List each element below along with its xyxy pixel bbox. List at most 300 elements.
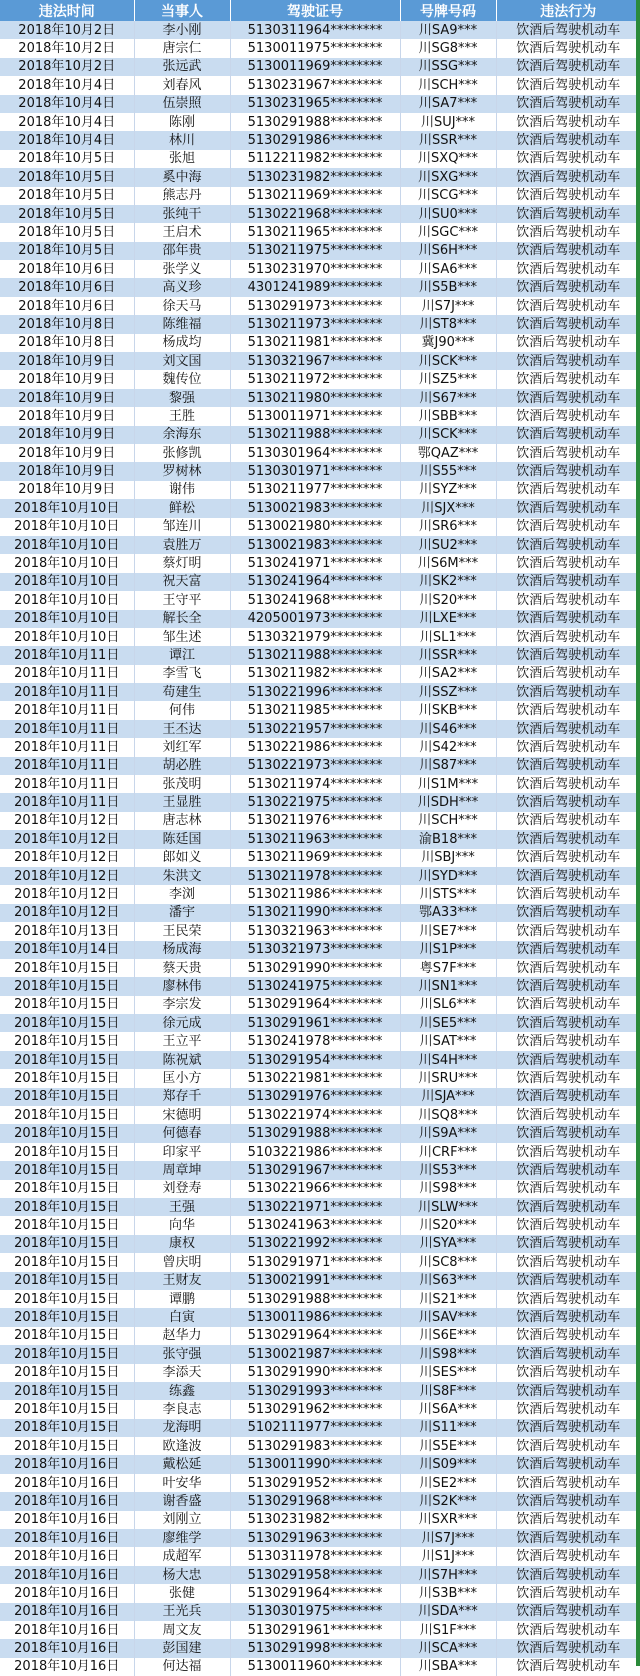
cell-time: 2018年10月11日	[0, 757, 134, 775]
cell-violation: 饮酒后驾驶机动车	[496, 499, 640, 517]
cell-license: 5130011969********	[230, 58, 400, 76]
cell-person: 廖维学	[134, 1529, 230, 1547]
cell-license: 5130321979********	[230, 628, 400, 646]
table-row	[0, 1547, 640, 1565]
cell-time: 2018年10月2日	[0, 58, 134, 76]
cell-person: 欧逢波	[134, 1437, 230, 1455]
cell-person: 张守强	[134, 1345, 230, 1363]
table-row	[0, 1364, 640, 1382]
cell-violation: 饮酒后驾驶机动车	[496, 131, 640, 149]
cell-license: 5130211982********	[230, 665, 400, 683]
cell-person: 林川	[134, 131, 230, 149]
cell-person: 宋德明	[134, 1106, 230, 1124]
cell-time: 2018年10月16日	[0, 1511, 134, 1529]
table-row	[0, 757, 640, 775]
cell-person: 曾庆明	[134, 1253, 230, 1271]
table-row	[0, 1161, 640, 1179]
cell-time: 2018年10月15日	[0, 1124, 134, 1142]
cell-person: 黎强	[134, 389, 230, 407]
table-row	[0, 1198, 640, 1216]
cell-plate: 川SYD***	[400, 867, 496, 885]
cell-time: 2018年10月15日	[0, 1143, 134, 1161]
cell-violation: 饮酒后驾驶机动车	[496, 1253, 640, 1271]
table-row	[0, 1253, 640, 1271]
cell-person: 邹连川	[134, 518, 230, 536]
table-row	[0, 223, 640, 241]
cell-time: 2018年10月10日	[0, 610, 134, 628]
cell-violation: 饮酒后驾驶机动车	[496, 1529, 640, 1547]
cell-plate: 川S9A***	[400, 1124, 496, 1142]
cell-plate: 川S1F***	[400, 1621, 496, 1639]
cell-time: 2018年10月13日	[0, 922, 134, 940]
cell-violation: 饮酒后驾驶机动车	[496, 1584, 640, 1602]
cell-person: 张茂明	[134, 775, 230, 793]
cell-plate: 川SE7***	[400, 922, 496, 940]
cell-plate: 川SKB***	[400, 701, 496, 719]
table-row	[0, 407, 640, 425]
cell-violation: 饮酒后驾驶机动车	[496, 21, 640, 39]
cell-plate: 川SE5***	[400, 1014, 496, 1032]
cell-license: 5112211982********	[230, 150, 400, 168]
cell-license: 5130301971********	[230, 462, 400, 480]
cell-license: 5130291988********	[230, 1290, 400, 1308]
cell-violation: 饮酒后驾驶机动车	[496, 205, 640, 223]
cell-license: 5130291968********	[230, 1492, 400, 1510]
table-row	[0, 849, 640, 867]
table-row	[0, 187, 640, 205]
cell-person: 高义珍	[134, 278, 230, 296]
cell-license: 5130321967********	[230, 352, 400, 370]
cell-time: 2018年10月15日	[0, 1014, 134, 1032]
cell-license: 5130021991********	[230, 1272, 400, 1290]
cell-time: 2018年10月9日	[0, 444, 134, 462]
cell-person: 蔡天贵	[134, 959, 230, 977]
table-row	[0, 665, 640, 683]
cell-violation: 饮酒后驾驶机动车	[496, 1308, 640, 1326]
cell-license: 5130241964********	[230, 573, 400, 591]
cell-person: 康权	[134, 1235, 230, 1253]
cell-plate: 川S87***	[400, 757, 496, 775]
cell-time: 2018年10月14日	[0, 941, 134, 959]
header-violation: 违法行为	[496, 0, 640, 21]
cell-person: 谢香盛	[134, 1492, 230, 1510]
table-row	[0, 1308, 640, 1326]
cell-person: 张纯干	[134, 205, 230, 223]
cell-violation: 饮酒后驾驶机动车	[496, 959, 640, 977]
cell-time: 2018年10月16日	[0, 1547, 134, 1565]
table-row	[0, 904, 640, 922]
cell-violation: 饮酒后驾驶机动车	[496, 867, 640, 885]
table-row	[0, 389, 640, 407]
cell-person: 龙海明	[134, 1419, 230, 1437]
table-row	[0, 113, 640, 131]
cell-time: 2018年10月11日	[0, 665, 134, 683]
cell-person: 邵年贵	[134, 242, 230, 260]
cell-plate: 川S6M***	[400, 554, 496, 572]
cell-time: 2018年10月4日	[0, 76, 134, 94]
table-row	[0, 1345, 640, 1363]
cell-person: 张旭	[134, 150, 230, 168]
cell-license: 5130011971********	[230, 407, 400, 425]
cell-license: 5130291964********	[230, 996, 400, 1014]
table-row	[0, 775, 640, 793]
cell-time: 2018年10月11日	[0, 646, 134, 664]
cell-person: 何德春	[134, 1124, 230, 1142]
cell-violation: 饮酒后驾驶机动车	[496, 260, 640, 278]
cell-plate: 川S6A***	[400, 1400, 496, 1418]
table-row	[0, 701, 640, 719]
cell-time: 2018年10月16日	[0, 1603, 134, 1621]
table-row	[0, 1437, 640, 1455]
cell-violation: 饮酒后驾驶机动车	[496, 1032, 640, 1050]
cell-plate: 川SES***	[400, 1364, 496, 1382]
cell-violation: 饮酒后驾驶机动车	[496, 1272, 640, 1290]
cell-license: 5130211976********	[230, 812, 400, 830]
table-body	[0, 21, 640, 1676]
cell-plate: 川SSG***	[400, 58, 496, 76]
cell-violation: 饮酒后驾驶机动车	[496, 1566, 640, 1584]
table-row	[0, 297, 640, 315]
table-row	[0, 812, 640, 830]
cell-plate: 川SBJ***	[400, 849, 496, 867]
table-row	[0, 996, 640, 1014]
cell-plate: 川SZ5***	[400, 370, 496, 388]
table-row	[0, 1658, 640, 1676]
cell-license: 5130011975********	[230, 39, 400, 57]
table-row	[0, 628, 640, 646]
cell-license: 5130311978********	[230, 1547, 400, 1565]
table-row	[0, 481, 640, 499]
cell-plate: 川SCK***	[400, 426, 496, 444]
cell-time: 2018年10月15日	[0, 1364, 134, 1382]
cell-violation: 饮酒后驾驶机动车	[496, 1235, 640, 1253]
cell-time: 2018年10月11日	[0, 793, 134, 811]
cell-violation: 饮酒后驾驶机动车	[496, 830, 640, 848]
table-row	[0, 1621, 640, 1639]
cell-time: 2018年10月5日	[0, 205, 134, 223]
cell-time: 2018年10月15日	[0, 1088, 134, 1106]
cell-time: 2018年10月4日	[0, 95, 134, 113]
cell-plate: 川SBB***	[400, 407, 496, 425]
cell-person: 李宗发	[134, 996, 230, 1014]
cell-violation: 饮酒后驾驶机动车	[496, 1621, 640, 1639]
cell-person: 杨大忠	[134, 1566, 230, 1584]
cell-violation: 饮酒后驾驶机动车	[496, 1124, 640, 1142]
table-row	[0, 1511, 640, 1529]
cell-time: 2018年10月12日	[0, 830, 134, 848]
table-row	[0, 1639, 640, 1657]
cell-violation: 饮酒后驾驶机动车	[496, 536, 640, 554]
cell-violation: 饮酒后驾驶机动车	[496, 370, 640, 388]
cell-license: 5130231982********	[230, 168, 400, 186]
cell-violation: 饮酒后驾驶机动车	[496, 665, 640, 683]
cell-plate: 川SYZ***	[400, 481, 496, 499]
cell-violation: 饮酒后驾驶机动车	[496, 444, 640, 462]
cell-person: 胡必胜	[134, 757, 230, 775]
cell-person: 成超军	[134, 1547, 230, 1565]
table-row	[0, 536, 640, 554]
cell-license: 5130221981********	[230, 1069, 400, 1087]
table-row	[0, 1382, 640, 1400]
cell-plate: 川SK2***	[400, 573, 496, 591]
cell-license: 5130291971********	[230, 1253, 400, 1271]
cell-plate: 川S3B***	[400, 1584, 496, 1602]
cell-person: 彭国建	[134, 1639, 230, 1657]
header-row	[0, 0, 640, 21]
cell-license: 5130021980********	[230, 518, 400, 536]
cell-person: 向华	[134, 1216, 230, 1234]
cell-plate: 川SN1***	[400, 977, 496, 995]
table-row	[0, 1455, 640, 1473]
cell-license: 5130291988********	[230, 1124, 400, 1142]
cell-license: 5130231967********	[230, 76, 400, 94]
cell-person: 徐天马	[134, 297, 230, 315]
cell-license: 5102111977********	[230, 1419, 400, 1437]
cell-license: 5130291964********	[230, 1327, 400, 1345]
table-row	[0, 370, 640, 388]
cell-person: 奚中海	[134, 168, 230, 186]
cell-time: 2018年10月5日	[0, 223, 134, 241]
table-row	[0, 554, 640, 572]
cell-plate: 川S6E***	[400, 1327, 496, 1345]
cell-violation: 饮酒后驾驶机动车	[496, 628, 640, 646]
cell-license: 5130211973********	[230, 315, 400, 333]
cell-time: 2018年10月10日	[0, 628, 134, 646]
cell-time: 2018年10月10日	[0, 536, 134, 554]
cell-person: 李小刚	[134, 21, 230, 39]
table-row	[0, 1474, 640, 1492]
cell-person: 祝天富	[134, 573, 230, 591]
cell-plate: 川S98***	[400, 1345, 496, 1363]
cell-time: 2018年10月15日	[0, 996, 134, 1014]
cell-person: 张远武	[134, 58, 230, 76]
cell-license: 5103221986********	[230, 1143, 400, 1161]
cell-time: 2018年10月15日	[0, 959, 134, 977]
cell-violation: 饮酒后驾驶机动车	[496, 1216, 640, 1234]
cell-violation: 饮酒后驾驶机动车	[496, 1658, 640, 1676]
cell-license: 5130321973********	[230, 941, 400, 959]
cell-plate: 川SA6***	[400, 260, 496, 278]
table-row	[0, 1327, 640, 1345]
cell-plate: 川SJX***	[400, 499, 496, 517]
cell-person: 张学义	[134, 260, 230, 278]
cell-plate: 川SYA***	[400, 1235, 496, 1253]
cell-time: 2018年10月5日	[0, 242, 134, 260]
table-row	[0, 922, 640, 940]
cell-license: 5130231982********	[230, 1511, 400, 1529]
cell-time: 2018年10月16日	[0, 1639, 134, 1657]
cell-plate: 川SXG***	[400, 168, 496, 186]
cell-plate: 川CRF***	[400, 1143, 496, 1161]
cell-person: 陈刚	[134, 113, 230, 131]
cell-plate: 川SAV***	[400, 1308, 496, 1326]
cell-person: 王强	[134, 1198, 230, 1216]
cell-violation: 饮酒后驾驶机动车	[496, 996, 640, 1014]
cell-person: 袁胜万	[134, 536, 230, 554]
table-row	[0, 76, 640, 94]
cell-plate: 川S7J***	[400, 297, 496, 315]
cell-plate: 川STS***	[400, 885, 496, 903]
cell-violation: 饮酒后驾驶机动车	[496, 1639, 640, 1657]
cell-license: 5130241963********	[230, 1216, 400, 1234]
cell-license: 5130301975********	[230, 1603, 400, 1621]
cell-violation: 饮酒后驾驶机动车	[496, 76, 640, 94]
cell-license: 5130241978********	[230, 1032, 400, 1050]
cell-time: 2018年10月15日	[0, 1198, 134, 1216]
cell-time: 2018年10月16日	[0, 1658, 134, 1676]
cell-person: 李良志	[134, 1400, 230, 1418]
cell-person: 王丕达	[134, 720, 230, 738]
cell-license: 5130211988********	[230, 646, 400, 664]
cell-violation: 饮酒后驾驶机动车	[496, 1198, 640, 1216]
cell-violation: 饮酒后驾驶机动车	[496, 591, 640, 609]
cell-license: 5130291961********	[230, 1014, 400, 1032]
cell-time: 2018年10月15日	[0, 1437, 134, 1455]
cell-violation: 饮酒后驾驶机动车	[496, 1143, 640, 1161]
cell-plate: 川SXR***	[400, 1511, 496, 1529]
cell-plate: 川SSR***	[400, 131, 496, 149]
cell-person: 魏传位	[134, 370, 230, 388]
table-row	[0, 1603, 640, 1621]
cell-person: 陈祝斌	[134, 1051, 230, 1069]
cell-plate: 川SUJ***	[400, 113, 496, 131]
table-row	[0, 242, 640, 260]
table-row	[0, 462, 640, 480]
cell-violation: 饮酒后驾驶机动车	[496, 775, 640, 793]
table-row	[0, 352, 640, 370]
cell-person: 苟建生	[134, 683, 230, 701]
cell-violation: 饮酒后驾驶机动车	[496, 223, 640, 241]
cell-time: 2018年10月10日	[0, 573, 134, 591]
cell-time: 2018年10月16日	[0, 1455, 134, 1473]
cell-violation: 饮酒后驾驶机动车	[496, 297, 640, 315]
cell-person: 罗树林	[134, 462, 230, 480]
cell-license: 5130221974********	[230, 1106, 400, 1124]
cell-license: 5130291983********	[230, 1437, 400, 1455]
cell-person: 王启术	[134, 223, 230, 241]
cell-violation: 饮酒后驾驶机动车	[496, 1088, 640, 1106]
cell-plate: 川SGC***	[400, 223, 496, 241]
cell-license: 5130291986********	[230, 131, 400, 149]
cell-time: 2018年10月10日	[0, 518, 134, 536]
cell-time: 2018年10月16日	[0, 1492, 134, 1510]
cell-violation: 饮酒后驾驶机动车	[496, 885, 640, 903]
cell-plate: 川LXE***	[400, 610, 496, 628]
cell-violation: 饮酒后驾驶机动车	[496, 683, 640, 701]
cell-plate: 川SL6***	[400, 996, 496, 1014]
cell-license: 5130291958********	[230, 1566, 400, 1584]
cell-violation: 饮酒后驾驶机动车	[496, 812, 640, 830]
cell-plate: 川S7J***	[400, 1529, 496, 1547]
cell-person: 王民荣	[134, 922, 230, 940]
cell-time: 2018年10月9日	[0, 407, 134, 425]
cell-violation: 饮酒后驾驶机动车	[496, 352, 640, 370]
table-row	[0, 58, 640, 76]
cell-license: 5130321963********	[230, 922, 400, 940]
cell-person: 王守平	[134, 591, 230, 609]
cell-person: 赵华力	[134, 1327, 230, 1345]
table-row	[0, 1014, 640, 1032]
table-row	[0, 1235, 640, 1253]
table-row	[0, 95, 640, 113]
cell-license: 5130211986********	[230, 885, 400, 903]
cell-person: 练鑫	[134, 1382, 230, 1400]
table-row	[0, 885, 640, 903]
cell-person: 张修凯	[134, 444, 230, 462]
cell-violation: 饮酒后驾驶机动车	[496, 793, 640, 811]
table-row	[0, 1216, 640, 1234]
table-row	[0, 1032, 640, 1050]
cell-time: 2018年10月16日	[0, 1474, 134, 1492]
table-row	[0, 1272, 640, 1290]
cell-time: 2018年10月6日	[0, 260, 134, 278]
cell-license: 5130221992********	[230, 1235, 400, 1253]
cell-plate: 川S8F***	[400, 1382, 496, 1400]
cell-person: 伍崇照	[134, 95, 230, 113]
table-row	[0, 793, 640, 811]
table-row	[0, 1143, 640, 1161]
cell-plate: 川SDA***	[400, 1603, 496, 1621]
cell-license: 4205001973********	[230, 610, 400, 628]
cell-plate: 川S98***	[400, 1180, 496, 1198]
cell-license: 4301241989********	[230, 278, 400, 296]
cell-person: 何达福	[134, 1658, 230, 1676]
cell-person: 邹生述	[134, 628, 230, 646]
cell-violation: 饮酒后驾驶机动车	[496, 610, 640, 628]
table-row	[0, 499, 640, 517]
cell-person: 王胜	[134, 407, 230, 425]
cell-violation: 饮酒后驾驶机动车	[496, 922, 640, 940]
cell-violation: 饮酒后驾驶机动车	[496, 1069, 640, 1087]
cell-plate: 川S20***	[400, 591, 496, 609]
cell-time: 2018年10月4日	[0, 113, 134, 131]
cell-violation: 饮酒后驾驶机动车	[496, 481, 640, 499]
cell-license: 5130291990********	[230, 959, 400, 977]
cell-person: 周章坤	[134, 1161, 230, 1179]
cell-time: 2018年10月16日	[0, 1621, 134, 1639]
cell-time: 2018年10月9日	[0, 389, 134, 407]
cell-time: 2018年10月16日	[0, 1566, 134, 1584]
cell-license: 5130011990********	[230, 1455, 400, 1473]
cell-time: 2018年10月12日	[0, 904, 134, 922]
cell-violation: 饮酒后驾驶机动车	[496, 242, 640, 260]
cell-time: 2018年10月5日	[0, 187, 134, 205]
cell-person: 鲜松	[134, 499, 230, 517]
cell-plate: 川S5E***	[400, 1437, 496, 1455]
cell-person: 郑存千	[134, 1088, 230, 1106]
cell-time: 2018年10月15日	[0, 1032, 134, 1050]
table-row	[0, 131, 640, 149]
cell-violation: 饮酒后驾驶机动车	[496, 58, 640, 76]
cell-time: 2018年10月2日	[0, 39, 134, 57]
cell-violation: 饮酒后驾驶机动车	[496, 1180, 640, 1198]
cell-violation: 饮酒后驾驶机动车	[496, 977, 640, 995]
cell-time: 2018年10月9日	[0, 426, 134, 444]
cell-license: 5130241975********	[230, 977, 400, 995]
table-row	[0, 150, 640, 168]
header-plate: 号牌号码	[400, 0, 496, 21]
cell-license: 5130291988********	[230, 113, 400, 131]
cell-license: 5130011986********	[230, 1308, 400, 1326]
cell-plate: 川S46***	[400, 720, 496, 738]
cell-license: 5130291967********	[230, 1161, 400, 1179]
cell-violation: 饮酒后驾驶机动车	[496, 757, 640, 775]
cell-violation: 饮酒后驾驶机动车	[496, 1547, 640, 1565]
cell-license: 5130291964********	[230, 1584, 400, 1602]
header-license: 驾驶证号	[230, 0, 400, 21]
cell-violation: 饮酒后驾驶机动车	[496, 904, 640, 922]
cell-license: 5130221996********	[230, 683, 400, 701]
